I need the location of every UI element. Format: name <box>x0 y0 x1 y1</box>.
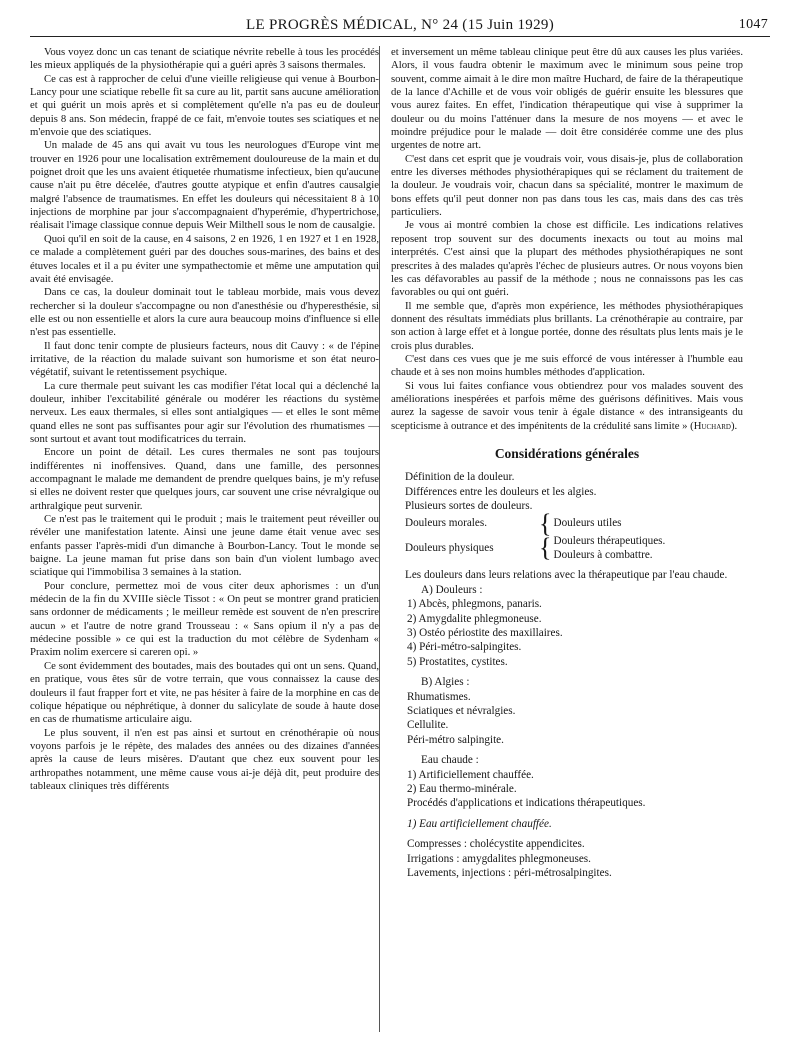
outline-item: Procédés d'applications et indications thérapeutiques. <box>407 797 646 810</box>
outline-label: Douleurs morales. <box>405 517 488 530</box>
paragraph: Encore un point de détail. Les cures thermales ne sont pas toujours indifférentes ni inoffensives. Quand, dans une famille, des personnes accompagnant le malade me demandent de prendre quelques bains, je m'y refuse si elles ne doivent rester que quelques jours, car souvent une crise névralgique ou arthralgique peut survenir. <box>30 446 379 512</box>
outline-pair <box>405 508 743 538</box>
outline-item: Les douleurs dans leurs relations avec la thérapeutique par l'eau chaude. <box>405 569 728 582</box>
outline-item: Définition de la douleur. <box>405 471 515 484</box>
paragraph: Je vous ai montré combien la chose est difficile. Les indications relatives reposent trop souvent sur des documents inexacts ou tout au moins mal interprétés. C'est ainsi que la plupart des méthodes physiothérapiques ne sont prescrites à des malades qu'après l'échec de plusieurs autres. Or nous voyons bien les cas défavorables au passif de la méthode ; nous ne connaissons pas les cas favorables ou qui ont guéri. <box>391 219 743 299</box>
paragraph: C'est dans cet esprit que je voudrais voir, vous disais-je, plus de collaboration entre les diverses méthodes physiothérapiques qui se réclament du traitement de la douleur. Je voudrais voir, chacun dans sa spécialité, montrer le maximum de bons effets qu'il peut donner non pas dans tous les cas, mais dans des cas très particuliers. <box>391 152 743 219</box>
outline-item: 1) Artificiellement chauffée. <box>407 768 534 781</box>
outline-item: Compresses : cholécystite appendicites. <box>407 838 585 851</box>
outline-heading: A) Douleurs : <box>421 583 483 596</box>
journal-title: LE PROGRÈS MÉDICAL, N° 24 (15 Juin 1929) <box>245 17 554 33</box>
outline-label: Douleurs physiques <box>405 541 494 554</box>
outline-item: Plusieurs sortes de douleurs. <box>405 500 533 513</box>
outline-item: Rhumatismes. <box>407 690 471 703</box>
paragraph: Ce sont évidemment des boutades, mais des boutades qui ont un sens. Quand, en pratique, vous êtes sûr de votre terrain, que vous connaissez la cause des douleurs il faut frapper fort et vite, ne pas hésiter à faire de la morphine en cas de colique hépatique ou néphrétique, à donner du salicylate de soude à haute dose en cas de rhumatisme articulaire aigu. <box>30 659 379 726</box>
outline <box>391 470 743 880</box>
outline-pair <box>405 534 743 563</box>
paragraph-text: Si vous lui faites confiance vous obtiendrez pour vos malades souvent des améliorations inespérées et parfois même des guérisons définitives. Mais vous aurez la sagesse de savoir vous tenir à égale distance « des intransigeants du scepticisme à outrance et des impénitents de la crédulité sans limite » <box>391 379 743 432</box>
paragraph: La cure thermale peut suivant les cas modifier l'état local qui a déclenché la douleur, inhiber l'excitabilité générale ou modérer les réactions du système nerveux. Les eaux thermales, si elles sont antialgiques — et elles le sont même quand elles ne sont pas suffisantes pour agir sur l'évolution des rhumatismes — sont surtout et avant tout modificatrices du terrain. <box>30 379 379 445</box>
paragraph: Le plus souvent, il n'en est pas ainsi et surtout en crénothérapie où nous voyons parfois je le répète, des malades des années ou des dizaines d'années après la cause de leurs misères. D'autant que chez eux souvent pour les arthropathes notamment, une même cause vous ai-je déjà dit, peut produire des tableaux cliniques très différents <box>30 726 379 792</box>
outline-item: Différences entre les douleurs et les algies. <box>405 485 597 498</box>
page-number: 1047 <box>738 17 768 32</box>
outline-sublist <box>553 534 665 563</box>
brace-icon: { <box>539 532 552 562</box>
paragraph: Pour conclure, permettez moi de vous citer deux aphorismes : un d'un médecin de la fin du XVIIIe siècle Tissot : « On peut se montrer grand praticien sans ordonner de médicaments ; le meilleur remède est souvent de n'en prescrire aucun » et l'autre de notre grand Trousseau : « Sans opium il n'y a pas de médecine possible » ce qui est la traduction du mot célèbre de Sydenham « Praxim nolim exercere si careren opi. » <box>30 579 379 659</box>
paragraph: Ce n'est pas le traitement qui le produit ; mais le traitement peut réveiller ou révéler une manifestation latente. Ainsi une jeune dame était venue avec ses enfants passer l'après-midi d'un dimanche à Bourbon-Lancy. Tout le monde se baigne. La jeune maman fut prise dans son bain d'un violent lumbago avec sciatique qui l'immobilisa 3 semaines à la station. <box>30 513 379 579</box>
outline-item: Douleurs à combattre. <box>553 548 653 561</box>
outline-item: Lavements, injections : péri-métrosalpingites. <box>407 867 612 880</box>
outline-heading: Eau chaude : <box>421 754 479 767</box>
outline-item: Douleurs utiles <box>553 517 622 530</box>
outline-item: 2) Amygdalite phlegmoneuse. <box>407 612 542 625</box>
outline-item: Douleurs thérapeutiques. <box>553 534 666 547</box>
left-column <box>30 46 379 793</box>
outline-item: Péri-métro salpingite. <box>407 733 504 746</box>
paragraph: Il me semble que, d'après mon expérience, les méthodes physiothérapiques donnent des résultats immédiats plus brillants. La crénothérapie au contraire, par son action à large effet et à longue portée, donne des résultats plus lents mais je le crois plus durables. <box>391 299 743 352</box>
citation: (Huchard). <box>690 419 738 432</box>
outline-item: 3) Ostéo périostite des maxillaires. <box>407 626 563 639</box>
paragraph <box>391 380 743 433</box>
outline-item: Irrigations : amygdalites phlegmoneuses. <box>407 852 591 865</box>
page-header <box>30 16 770 37</box>
outline-item: 1) Abcès, phlegmons, panaris. <box>407 598 542 611</box>
paragraph: Un malade de 45 ans qui avait vu tous les neurologues d'Europe vint me trouver en 1926 pour une localisation extrêmement douloureuse de la main et du poignet droit que les uns avaient étiquetée rhumatisme infectieux, bien qu'aucune cause n'ait pu être décelée, d'autres goutte atypique et enfin d'autres causalgie malgré l'absence de traumatismes. En effet les douleurs qui nécessitaient 8 à 10 injections de morphine par jour s'accompagnaient d'hyperémie, d'hypertrichose, réalisait l'image classique connue depuis Weir Milthell sous le nom de causalgie. <box>30 139 379 232</box>
paragraph: Il faut donc tenir compte de plusieurs facteurs, nous dit Cauvy : « de l'épine irritative, de la réaction du malade suivant son humorisme et son état neuro-végétatif, suivant le retentissement psychique. <box>30 339 379 379</box>
section-title: Considérations générales <box>494 445 640 461</box>
outline-item: 4) Péri-métro-salpingites. <box>407 641 522 654</box>
paragraph: Quoi qu'il en soit de la cause, en 4 saisons, 2 en 1926, 1 en 1927 et 1 en 1928, ce malade a complètement guéri par des douches sous-marines, des bains et des étuves locales et il a pu éviter une sympathectomie et même une amputation qui avait été envisagée. <box>30 232 379 285</box>
column-divider <box>379 46 380 1032</box>
paragraph: Dans ce cas, la douleur dominait tout le tableau morbide, mais vous devez rechercher si la douleur s'accompagne ou non d'anesthésie ou d'hyperesthésie, si elle est ou non essentielle et alors la cure aura beaucoup moins d'influence si elle n'est pas essentielle. <box>30 286 379 339</box>
paragraph: et inversement un même tableau clinique peut être dû aux causes les plus variées. Alors, il vous faudra obtenir le maximum avec le minimum sous peine trop souvent, comme aimait à le dire mon maître Huchard, de faire de la thérapeutique de la lance d'Achille et de vous voir obligés de guérir ensuite les blessures que vous aurez faites. En effet, l'indication thérapeutique qui vise à supprimer la douleur ou du moins l'atténuer dans la mesure de nos moyens — et avec le moindre préjudice pour le malade — doit être considérée comme une des plus urgentes de notre art. <box>391 46 743 152</box>
paragraph: C'est dans ces vues que je me suis efforcé de vous intéresser à l'humble eau chaude et à ses non moins humbles méthodes d'application. <box>391 352 743 379</box>
outline-item: 5) Prostatites, cystites. <box>407 655 508 668</box>
paragraph: Vous voyez donc un cas tenant de sciatique névrite rebelle à tous les procédés les mieux appliqués de la physiothérapie qui a guéri après 3 saisons thermales. <box>30 46 379 72</box>
outline-item: Sciatiques et névralgies. <box>407 705 516 717</box>
outline-heading: 1) Eau artificiellement chauffée. <box>407 817 552 830</box>
outline-heading: B) Algies : <box>421 676 470 689</box>
outline-item: 2) Eau thermo-minérale. <box>407 783 517 796</box>
brace-icon: { <box>539 508 552 538</box>
paragraph: Ce cas est à rapprocher de celui d'une vieille religieuse qui venue à Bourbon-Lancy pour une sciatique rebelle fit sa cure au lit, partit sans aucune amélioration et qui guérit un mois après et si complètement qu'elle n'a pas eu de douleur depuis 8 ans. Son médecin, frappé de ce fait, m'envoie toutes ses sciatiques et ne m'envoie que des sciatiques. <box>30 72 379 139</box>
outline-item: Cellulite. <box>407 719 449 732</box>
right-column <box>391 46 743 880</box>
